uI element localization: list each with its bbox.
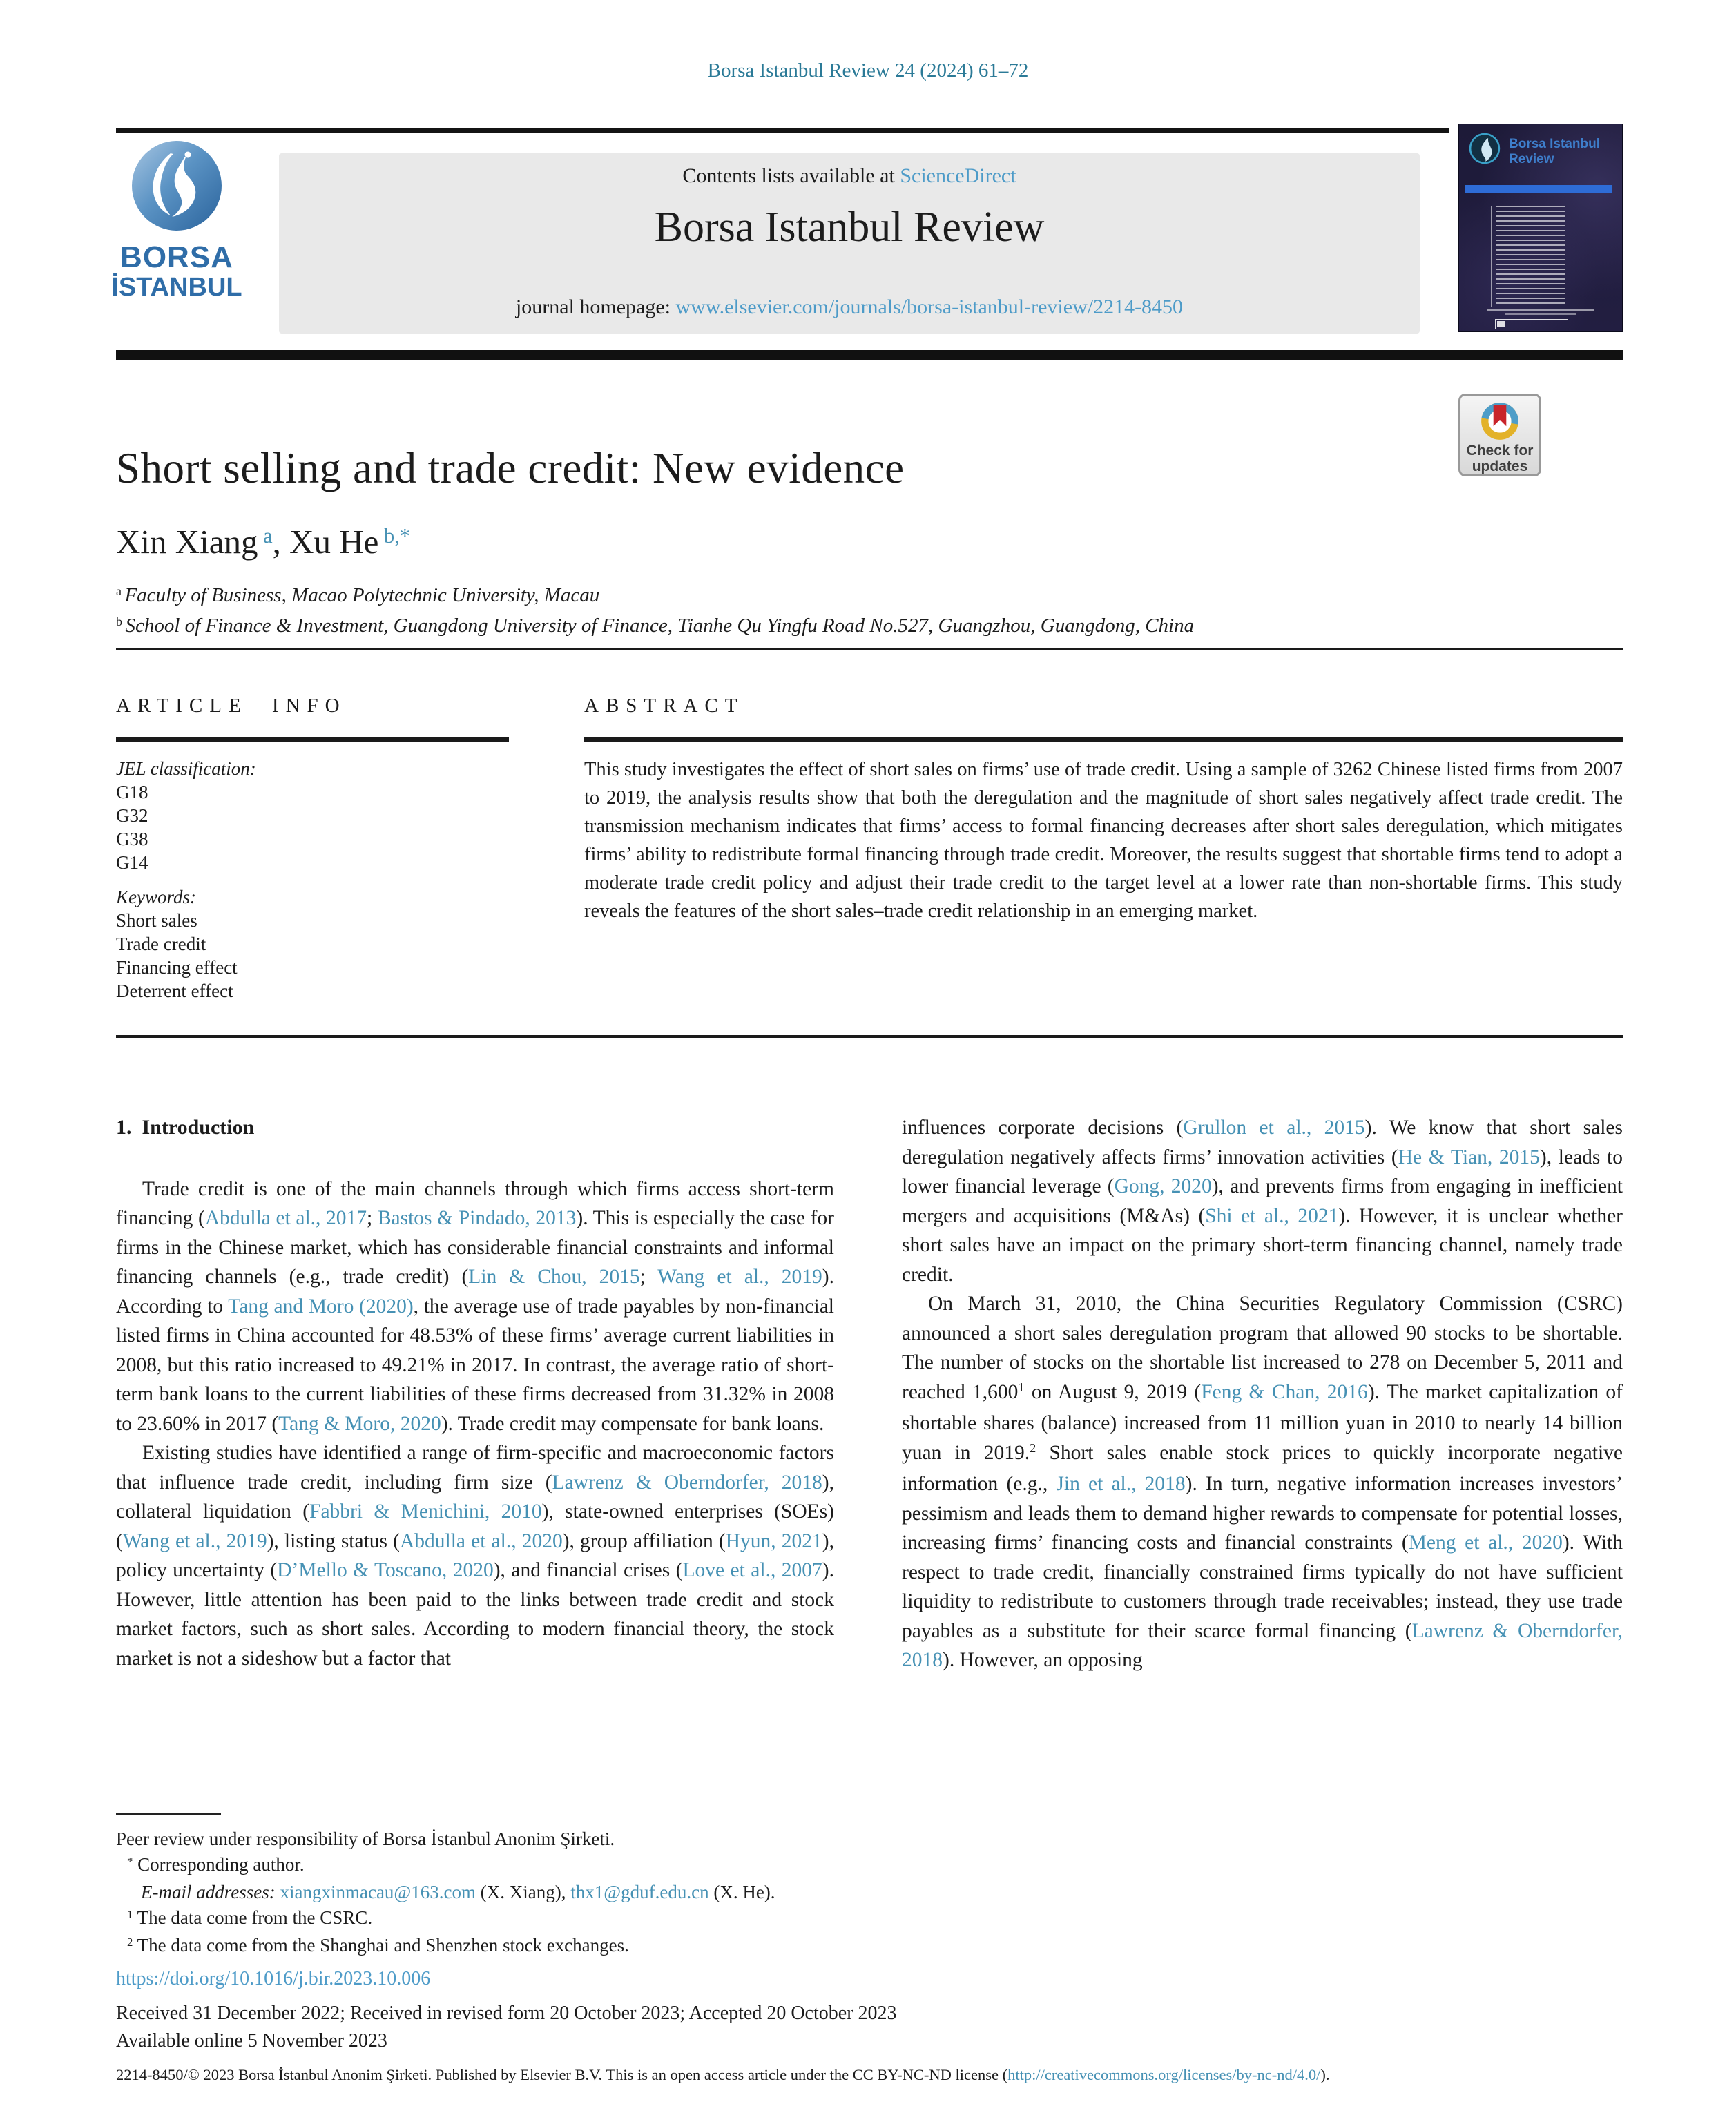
cover-footer-line	[1487, 309, 1594, 311]
inline-link[interactable]: Abdulla et al., 2017	[204, 1207, 367, 1229]
inline-link[interactable]: Lin & Chou, 2015	[468, 1266, 640, 1288]
cover-footer-line	[1505, 313, 1576, 315]
intro-left-paragraphs	[116, 1175, 834, 1674]
text-segment: ). This is especially the case for firms in the Chinese market, which has considerable financial constraints and informal financing channels (e.g., trade credit) (	[116, 1207, 834, 1288]
inline-link[interactable]: b,*	[378, 523, 410, 548]
footnote-divider	[116, 1813, 221, 1815]
text-segment: ). We know that short sales deregulation negatively affects firms’ innovation activities (	[902, 1117, 1623, 1168]
text-segment: ). In turn, negative information increases investors’ pessimism and leads them to demand higher rewards to compensate for potential losses, increasing firms’ financing costs and financial constraints (	[902, 1473, 1623, 1554]
paragraph	[116, 1933, 1623, 1960]
available-online: Available online 5 November 2023	[116, 2030, 387, 2052]
text-segment: (X. He).	[708, 1882, 775, 1902]
text-segment: ). However, it is unclear whether short sales have an impact on the primary short-term financing channel, namely trade credit.	[902, 1204, 1623, 1286]
inline-link[interactable]: Hyun, 2021	[725, 1530, 822, 1552]
jel-label: JEL classification:	[116, 758, 256, 779]
inline-link[interactable]: D’Mello & Toscano, 2020	[277, 1559, 494, 1581]
keywords-label: Keywords:	[116, 887, 196, 907]
jel-code: G38	[116, 829, 148, 849]
text-segment: ), and prevents firms from engaging in inefficient mergers and acquisitions (M&As) (	[902, 1175, 1623, 1227]
paragraph	[116, 612, 1566, 642]
text-segment: Existing studies have identified a range of firm-specific and macroeconomic factors that influence trade credit, including firm size (	[116, 1442, 834, 1494]
text-segment: Peer review under responsibility of Borsa İstanbul Anonim Şirketi.	[116, 1829, 615, 1849]
paragraph	[116, 1880, 1623, 1905]
journal-reference: Borsa Istanbul Review 24 (2024) 61–72	[707, 59, 1029, 81]
cover-blue-bar	[1465, 185, 1612, 193]
inline-link[interactable]: Grullon et al., 2015	[1183, 1117, 1365, 1139]
text-segment: ), listing status (	[267, 1530, 400, 1552]
banner-journal-title: Borsa Istanbul Review	[654, 204, 1045, 251]
divider-rule	[116, 648, 1623, 650]
article-info-column	[116, 757, 544, 1003]
text-segment: ;	[367, 1207, 378, 1229]
text-segment: *	[127, 1854, 133, 1868]
inline-link[interactable]: Tang & Moro, 2020	[278, 1412, 441, 1435]
keywords-list	[116, 909, 544, 1003]
homepage-line	[279, 296, 1420, 319]
inline-link[interactable]: Jin et al., 2018	[1056, 1473, 1186, 1495]
crossmark-icon	[1478, 400, 1521, 443]
journal-banner	[279, 153, 1420, 334]
inline-link[interactable]: http://creativecommons.org/licenses/by-nc-nd/4.0/	[1007, 2066, 1321, 2083]
article-title: Short selling and trade credit: New evidence	[116, 444, 905, 492]
cover-logo-icon	[1469, 133, 1501, 164]
keyword: Trade credit	[116, 934, 206, 954]
text-segment: The data come from the Shanghai and Shenzhen stock exchanges.	[133, 1935, 629, 1956]
divider-rule	[116, 1035, 1623, 1038]
inline-link[interactable]: Wang et al., 2019	[657, 1266, 822, 1288]
text-segment: 2	[1030, 1441, 1036, 1456]
inline-link[interactable]: Lawrenz & Oberndorfer, 2018	[552, 1471, 822, 1494]
cover-title-line1: Borsa Istanbul	[1509, 137, 1600, 151]
badge-text-line2: updates	[1472, 459, 1528, 474]
keyword: Deterrent effect	[116, 981, 233, 1001]
badge-text-line1: Check for	[1466, 443, 1534, 459]
paragraph	[116, 1175, 834, 1439]
jel-code: G32	[116, 805, 148, 826]
abstract-text: This study investigates the effect of short sales on firms’ use of trade credit. Using a sample of 3262 Chinese listed firms from 2007 to 2019, the analysis results show that both the deregulation and the magnitude of short sales negatively affect trade credit. The transmission mechanism indicates that firms’ access to formal financing decreases after short sales deregulation, which mitigates firms’ ability to redistribute formal financing through trade credit. Moreover, the results suggest that shortable firms tend to adopt a moderate trade credit policy and adjust their trade credit to the target level at a lower rate than non-shortable firms. This study reveals the features of the short sales–trade credit relationship in an emerging market.	[584, 759, 1623, 922]
text-segment: ). With respect to trade credit, financially constrained firms typically do not have sufficient liquidity to redistribute to customers through trade receivables; instead, they use trade payables as a substitute for their scarce formal financing (	[902, 1532, 1623, 1642]
text-segment: School of Finance & Investment, Guangdong University of Finance, Tianhe Qu Yingfu Road No.527, Guangzhou, Guangdong, China	[125, 615, 1195, 637]
text-segment: On March 31, 2010, the China Securities Regulatory Commission (CSRC) announced a short sales deregulation program that allowed 90 stocks to be shortable. The number of stocks on the shortable list increased to 278 on December 5, 2011 and reached 1,600	[902, 1293, 1623, 1403]
text-segment: E-mail addresses:	[141, 1882, 280, 1902]
paragraph	[902, 1113, 1623, 1289]
contents-prefix: Contents lists available at	[682, 164, 900, 187]
text-segment: ), state-owned enterprises (SOEs) (	[116, 1501, 834, 1552]
text-segment: on August 9, 2019 (	[1024, 1380, 1202, 1403]
text-segment: ), leads to lower financial leverage (	[902, 1146, 1623, 1197]
inline-link[interactable]: Bastos & Pindado, 2013	[377, 1207, 577, 1229]
text-segment: 2214-8450/© 2023 Borsa İstanbul Anonim Şirketi. Published by Elsevier B.V. This is an open access article under the CC BY-NC-ND license (	[116, 2066, 1008, 2083]
text-segment: Corresponding author.	[133, 1854, 305, 1875]
footnote-lines	[116, 1826, 1623, 1960]
text-segment: Trade credit is one of the main channels through which firms access short-term financing (	[116, 1177, 834, 1229]
text-segment: ), and financial crises (	[493, 1559, 683, 1581]
doi-link[interactable]: https://doi.org/10.1016/j.bir.2023.10.006	[116, 1968, 431, 1989]
paragraph	[902, 1289, 1623, 1675]
homepage-url-link[interactable]: www.elsevier.com/journals/borsa-istanbul-review/2214-8450	[675, 296, 1184, 318]
cover-toc-lines	[1491, 206, 1565, 307]
jel-codes	[116, 780, 544, 874]
jel-code: G18	[116, 782, 148, 802]
text-segment: ). However, little attention has been paid to the links between trade credit and stock market factors, such as short sales. According to modern financial theory, the stock market is not a sideshow but a factor that	[116, 1559, 834, 1670]
text-segment: ).	[1320, 2066, 1330, 2083]
paragraph	[116, 1905, 1623, 1933]
paragraph	[116, 581, 1566, 612]
abstract-rule	[584, 737, 1623, 742]
inline-link[interactable]: Gong, 2020	[1114, 1175, 1212, 1197]
borsa-logo-icon	[131, 139, 223, 232]
article-info-heading: ARTICLE INFO	[116, 695, 347, 717]
sciencedirect-link[interactable]: ScienceDirect	[900, 164, 1016, 187]
text-segment: 1	[127, 1907, 133, 1921]
text-segment: b	[116, 615, 126, 629]
inline-link[interactable]: Shi et al., 2021	[1205, 1204, 1339, 1227]
inline-link[interactable]: Feng & Chan, 2016	[1201, 1380, 1368, 1403]
check-for-updates-badge[interactable]	[1458, 394, 1541, 476]
text-segment: (X. Xiang),	[476, 1882, 571, 1902]
inline-link[interactable]: Abdulla et al., 2020	[399, 1530, 563, 1552]
inline-link[interactable]: thx1@gduf.edu.cn	[570, 1882, 709, 1902]
text-segment: 1	[1018, 1380, 1025, 1395]
jel-code: G14	[116, 852, 148, 873]
contents-line	[279, 164, 1420, 188]
inline-link[interactable]: Fabbri & Menichini, 2010	[309, 1501, 542, 1523]
text-segment: influences corporate decisions (	[902, 1117, 1184, 1139]
affiliations	[116, 581, 1566, 642]
inline-link[interactable]: Tang and Moro (2020)	[228, 1295, 414, 1318]
inline-link[interactable]: Wang et al., 2019	[122, 1530, 267, 1552]
authors-line	[116, 522, 1428, 561]
text-segment: ;	[639, 1266, 658, 1288]
inline-link[interactable]: Love et al., 2007	[682, 1559, 822, 1581]
text-segment: ), collateral liquidation (	[116, 1471, 834, 1523]
paragraph	[116, 1852, 1623, 1880]
logo-word-borsa: BORSA	[120, 240, 233, 274]
header-top-rule	[116, 128, 1449, 133]
body-column-left	[116, 1113, 834, 1673]
journal-cover-thumbnail[interactable]	[1458, 124, 1623, 332]
keyword: Short sales	[116, 910, 197, 931]
text-segment: ). The market capitalization of shortable shares (balance) increased from 11 million yuan in 2010 to nearly 14 billion yuan in 2019.	[902, 1380, 1623, 1464]
inline-link[interactable]: Meng et al., 2020	[1408, 1532, 1563, 1554]
inline-link[interactable]: Lawrenz & Oberndorfer, 2018	[902, 1619, 1623, 1671]
paragraph	[116, 1826, 1623, 1852]
inline-link[interactable]: a	[258, 523, 273, 548]
abstract-heading: ABSTRACT	[584, 695, 744, 717]
text-segment: Short sales enable stock prices to quickly incorporate negative information (e.g.,	[902, 1441, 1623, 1495]
keyword: Financing effect	[116, 957, 238, 978]
text-segment: , Xu He	[272, 523, 379, 561]
introduction-heading: 1. Introduction	[116, 1116, 255, 1139]
text-segment: Xin Xiang	[116, 523, 258, 561]
borsa-istanbul-logo	[110, 139, 243, 301]
text-segment: , the average use of trade payables by non-financial listed firms in China accounted for 48.53% of these firms’ average current liabilities in 2008, but this ratio increased to 49.21% in 2017. In contrast, the average ratio of short-term bank loans to the current liabilities of these firms decreased from 31.32% in 2008 to 23.60% in 2017 (	[116, 1295, 834, 1435]
received-dates: Received 31 December 2022; Received in revised form 20 October 2023; Accepted 20 October 2023	[116, 2003, 897, 2024]
inline-link[interactable]: He & Tian, 2015	[1398, 1146, 1540, 1168]
text-segment: The data come from the CSRC.	[133, 1907, 373, 1928]
logo-word-istanbul: İSTANBUL	[111, 273, 242, 302]
intro-right-paragraphs	[902, 1113, 1623, 1675]
text-segment: ), group affiliation (	[562, 1530, 726, 1552]
text-segment: ). According to	[116, 1266, 834, 1318]
header-bottom-rule	[116, 350, 1623, 360]
text-segment: ), policy uncertainty (	[116, 1530, 834, 1581]
text-segment: Faculty of Business, Macao Polytechnic University, Macau	[124, 584, 600, 606]
homepage-prefix: journal homepage:	[515, 296, 676, 318]
paragraph	[116, 1438, 834, 1673]
article-info-rule	[116, 737, 509, 742]
text-segment: ). However, an opposing	[943, 1649, 1143, 1671]
text-segment: 2	[127, 1935, 133, 1949]
cover-title-line2: Review	[1509, 152, 1554, 166]
body-column-right	[902, 1113, 1623, 1675]
text-segment: ). Trade credit may compensate for bank loans.	[441, 1412, 824, 1435]
copyright-line	[116, 2066, 1623, 2084]
cover-barcode	[1495, 319, 1568, 329]
text-segment: a	[116, 584, 125, 599]
inline-link[interactable]: xiangxinmacau@163.com	[280, 1882, 476, 1902]
footnotes-area	[116, 1813, 1623, 1960]
cover-title	[1509, 137, 1600, 167]
